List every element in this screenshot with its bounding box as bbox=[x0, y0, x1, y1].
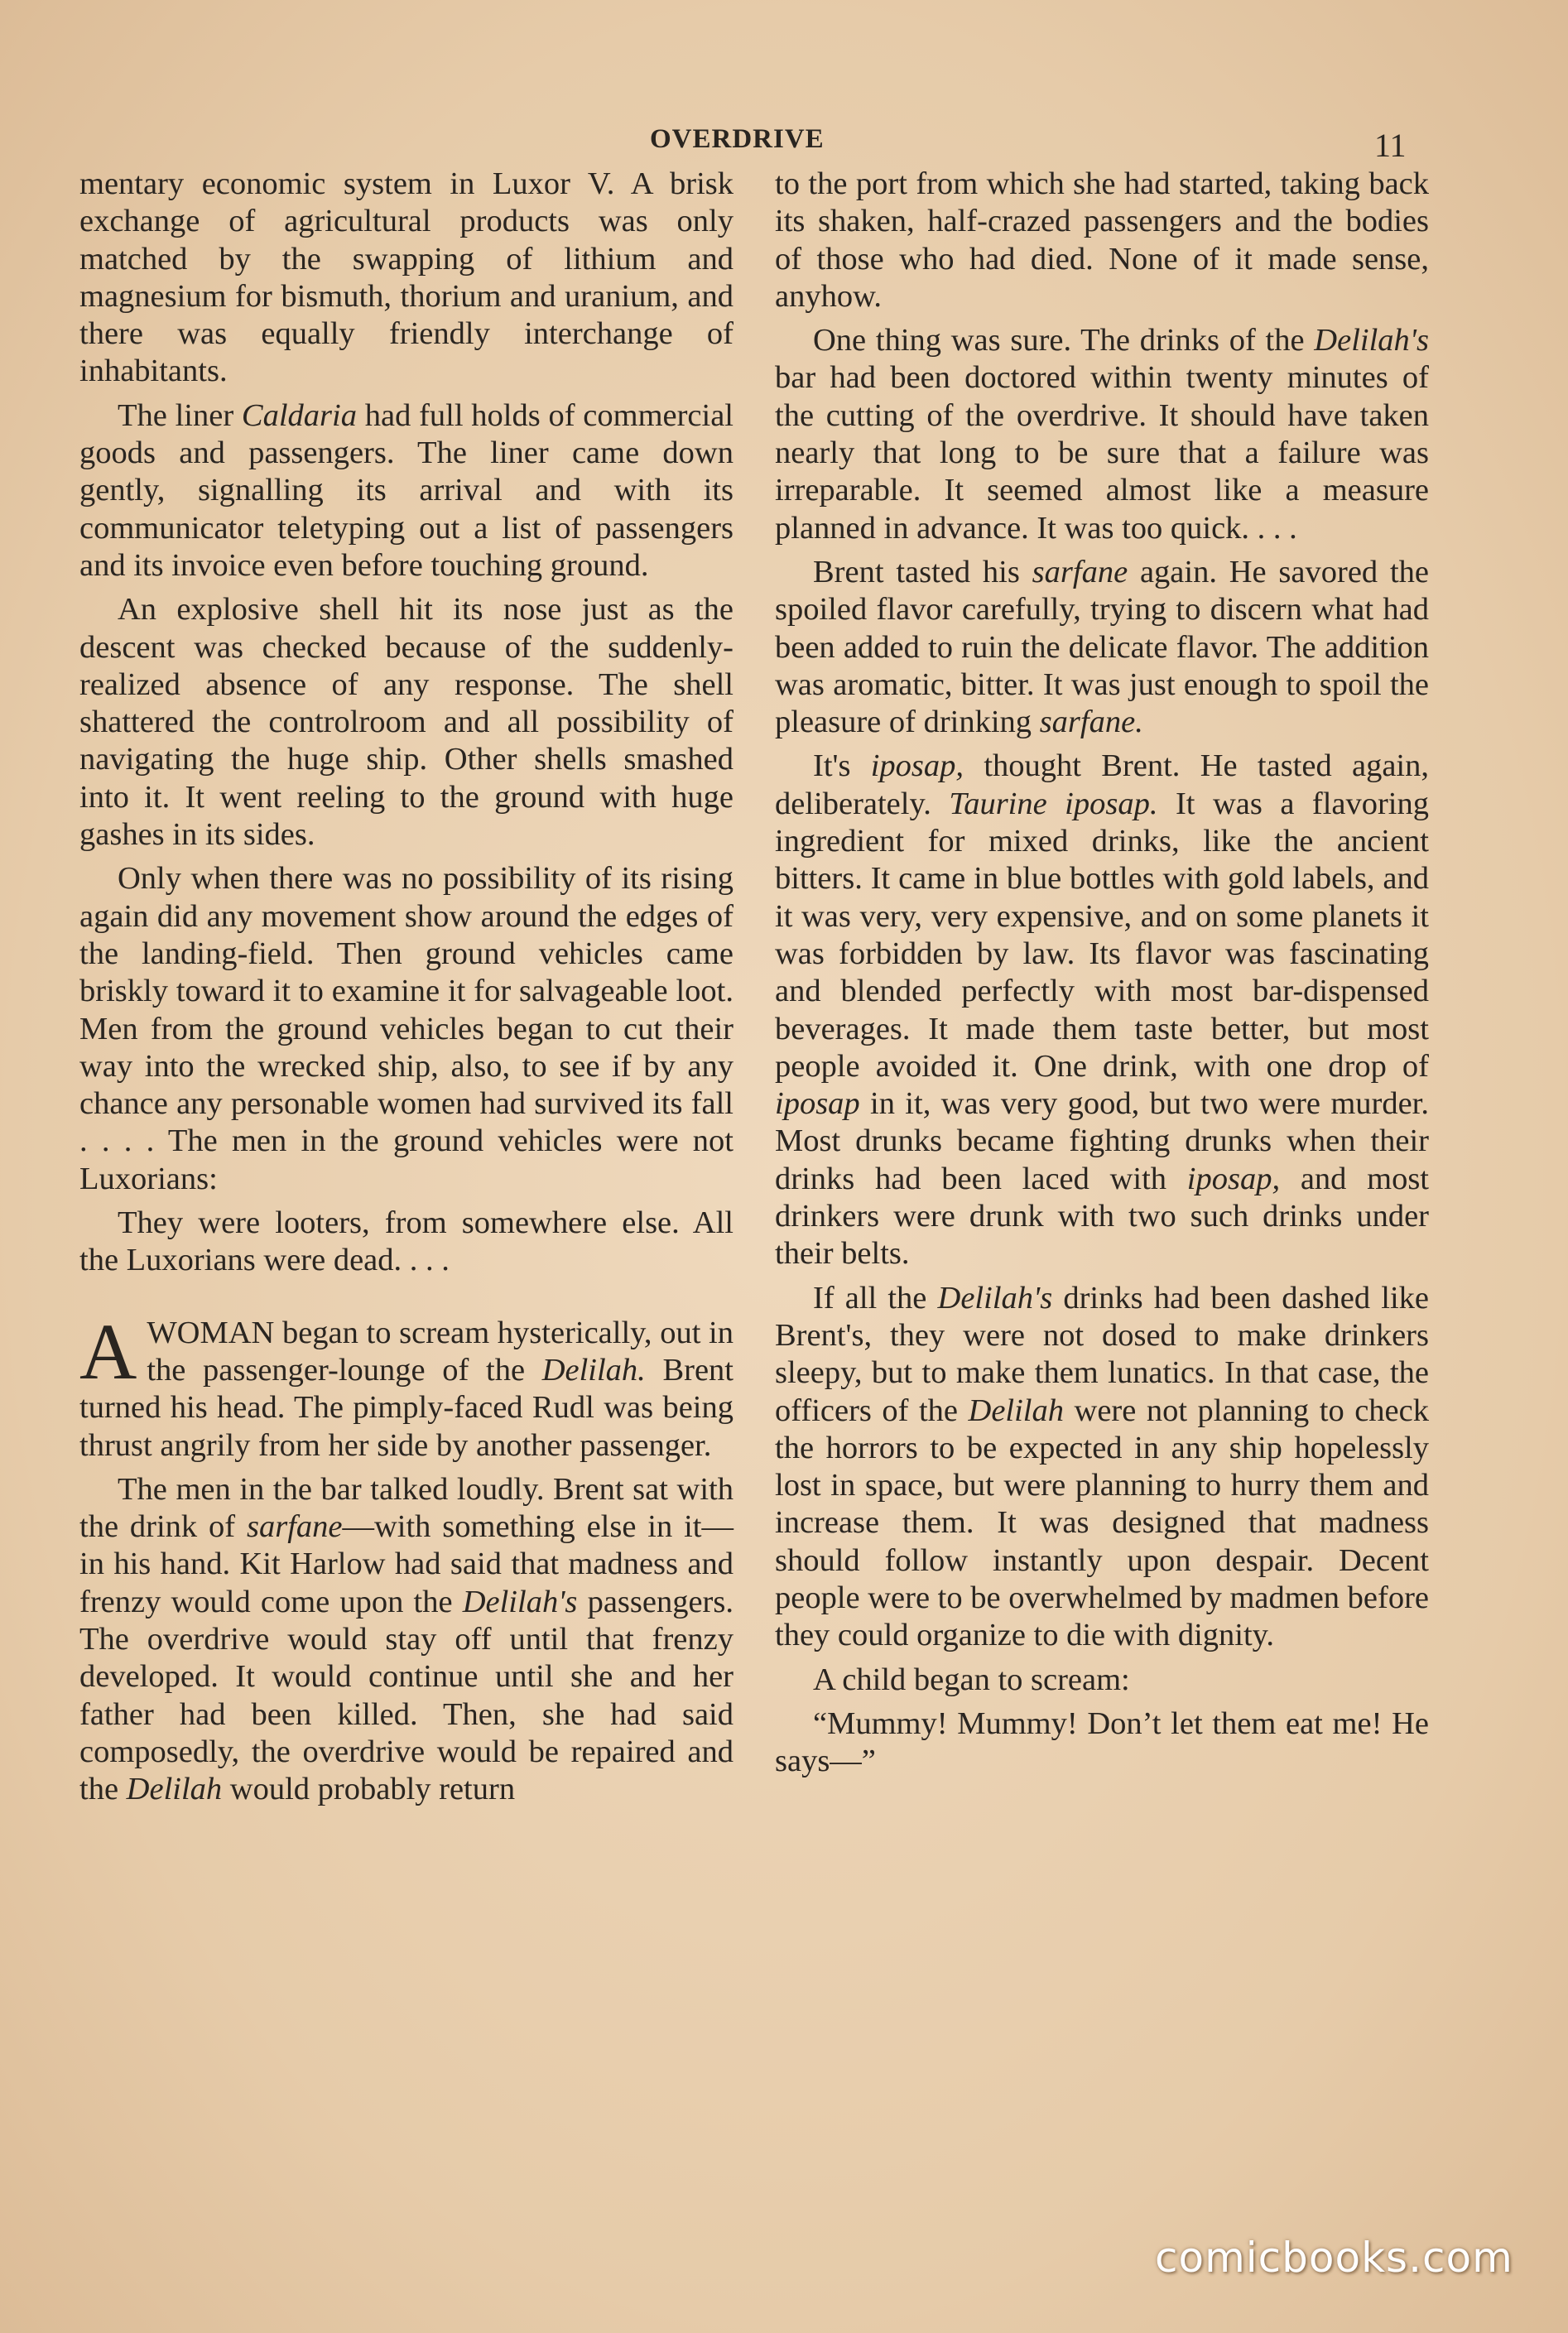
paragraph: It's iposap, thought Brent. He tasted again, deliberately. Taurine iposap. It was a flavoring ingredient for mixed drinks, like the ancient bitters. It came in blue bottles with gold labels, and it was very, very expensive, and on some planets it was forbidden by law. Its flavor was fascinating and blended perfectly with most bar-dispensed beverages. It made them taste better, but most people avoided it. One drink, with one drop of iposap in it, was very good, but two were murder. Most drunks became fighting drunks when their drinks had been laced with iposap, and most drinkers were drunk with two such drinks under their belts. bbox=[775, 748, 1429, 1272]
paragraph: The liner Caldaria had full holds of commercial goods and passengers. The liner came down gently, signalling its arrival and with its communicator teletyping out a list of passengers and its invoice even before touching ground. bbox=[79, 397, 733, 583]
running-head: OVERDRIVE bbox=[650, 124, 825, 154]
left-column bbox=[79, 166, 733, 1815]
paragraph: One thing was sure. The drinks of the Delilah's bar had been doctored within twenty minutes of the cutting of the overdrive. It should have taken nearly that long to be sure that a failure was irreparable. It seemed almost like a measure planned in advance. It was too quick. . . . bbox=[775, 323, 1429, 546]
paragraph: An explosive shell hit its nose just as the descent was checked because of the suddenly-realized absence of any response. The shell shattered the controlroom and all possibility of navigating the huge ship. Other shells smashed into it. It went reeling to the ground with huge gashes in its sides. bbox=[79, 592, 733, 853]
paragraph: They were looters, from somewhere else. All the Luxorians were dead. . . . bbox=[79, 1205, 733, 1278]
paragraph: Brent tasted his sarfane again. He savored the spoiled flavor carefully, trying to discern what had been added to ruin the delicate flavor. The addition was aromatic, bitter. It was just enough to spoil the pleasure of drinking sarfane. bbox=[775, 554, 1429, 740]
paragraph: to the port from which she had started, taking back its shaken, half-crazed passengers and the bodies of those who had died. None of it made sense, anyhow. bbox=[775, 166, 1429, 314]
paragraph: Only when there was no possibility of its rising again did any movement show around the edges of the landing-field. Then ground vehicles came briskly toward it to examine it for salvageable loot. Men from the ground vehicles began to cut their way into the wrecked ship, also, to see if by any chance any personable women had survived its fall . . . . The men in the ground vehicles were not Luxorians: bbox=[79, 861, 733, 1196]
paragraph: If all the Delilah's drinks had been dashed like Brent's, they were not dosed to make drinkers sleepy, but to make them lunatics. In that case, the officers of the Delilah were not planning to check the horrors to be expected in any ship hopelessly lost in space, but were planning to hurry them and increase them. It was designed that madness should follow instantly upon despair. Decent people were to be overwhelmed by madmen before they could organize to die with dignity. bbox=[775, 1280, 1430, 1653]
paragraph: A child began to scream: bbox=[813, 1662, 1130, 1697]
paragraph: mentary economic system in Luxor V. A brisk exchange of agricultural products was only matched by the swapping of lithium and magnesium for bismuth, thorium and uranium, and there was equally friendly interchange of inhabitants. bbox=[79, 166, 733, 389]
drop-cap: A bbox=[79, 1306, 137, 1396]
paragraph: “Mummy! Mummy! Don’t let them eat me! He says—” bbox=[775, 1705, 1429, 1779]
watermark: comicbooks.com bbox=[1155, 2234, 1513, 2282]
paragraph: The men in the bar talked loudly. Brent sat with the drink of sarfane—with something else in it—in his hand. Kit Harlow had said that madness and frenzy would come upon the Delilah's passengers. The overdrive would stay off until that frenzy developed. It would continue until she and her father had been killed. Then, she had said composedly, the overdrive would be repaired and the Delilah would probably return bbox=[79, 1471, 734, 1807]
right-column bbox=[775, 166, 1429, 1787]
page-number: 11 bbox=[1374, 127, 1407, 164]
section-opening-paragraph: AWOMAN began to scream hysterically, out in the passenger-lounge of the Delilah. Brent turned his head. The pimply-faced Rudl was being thrust angrily from her side by another passenger. bbox=[79, 1306, 733, 1463]
